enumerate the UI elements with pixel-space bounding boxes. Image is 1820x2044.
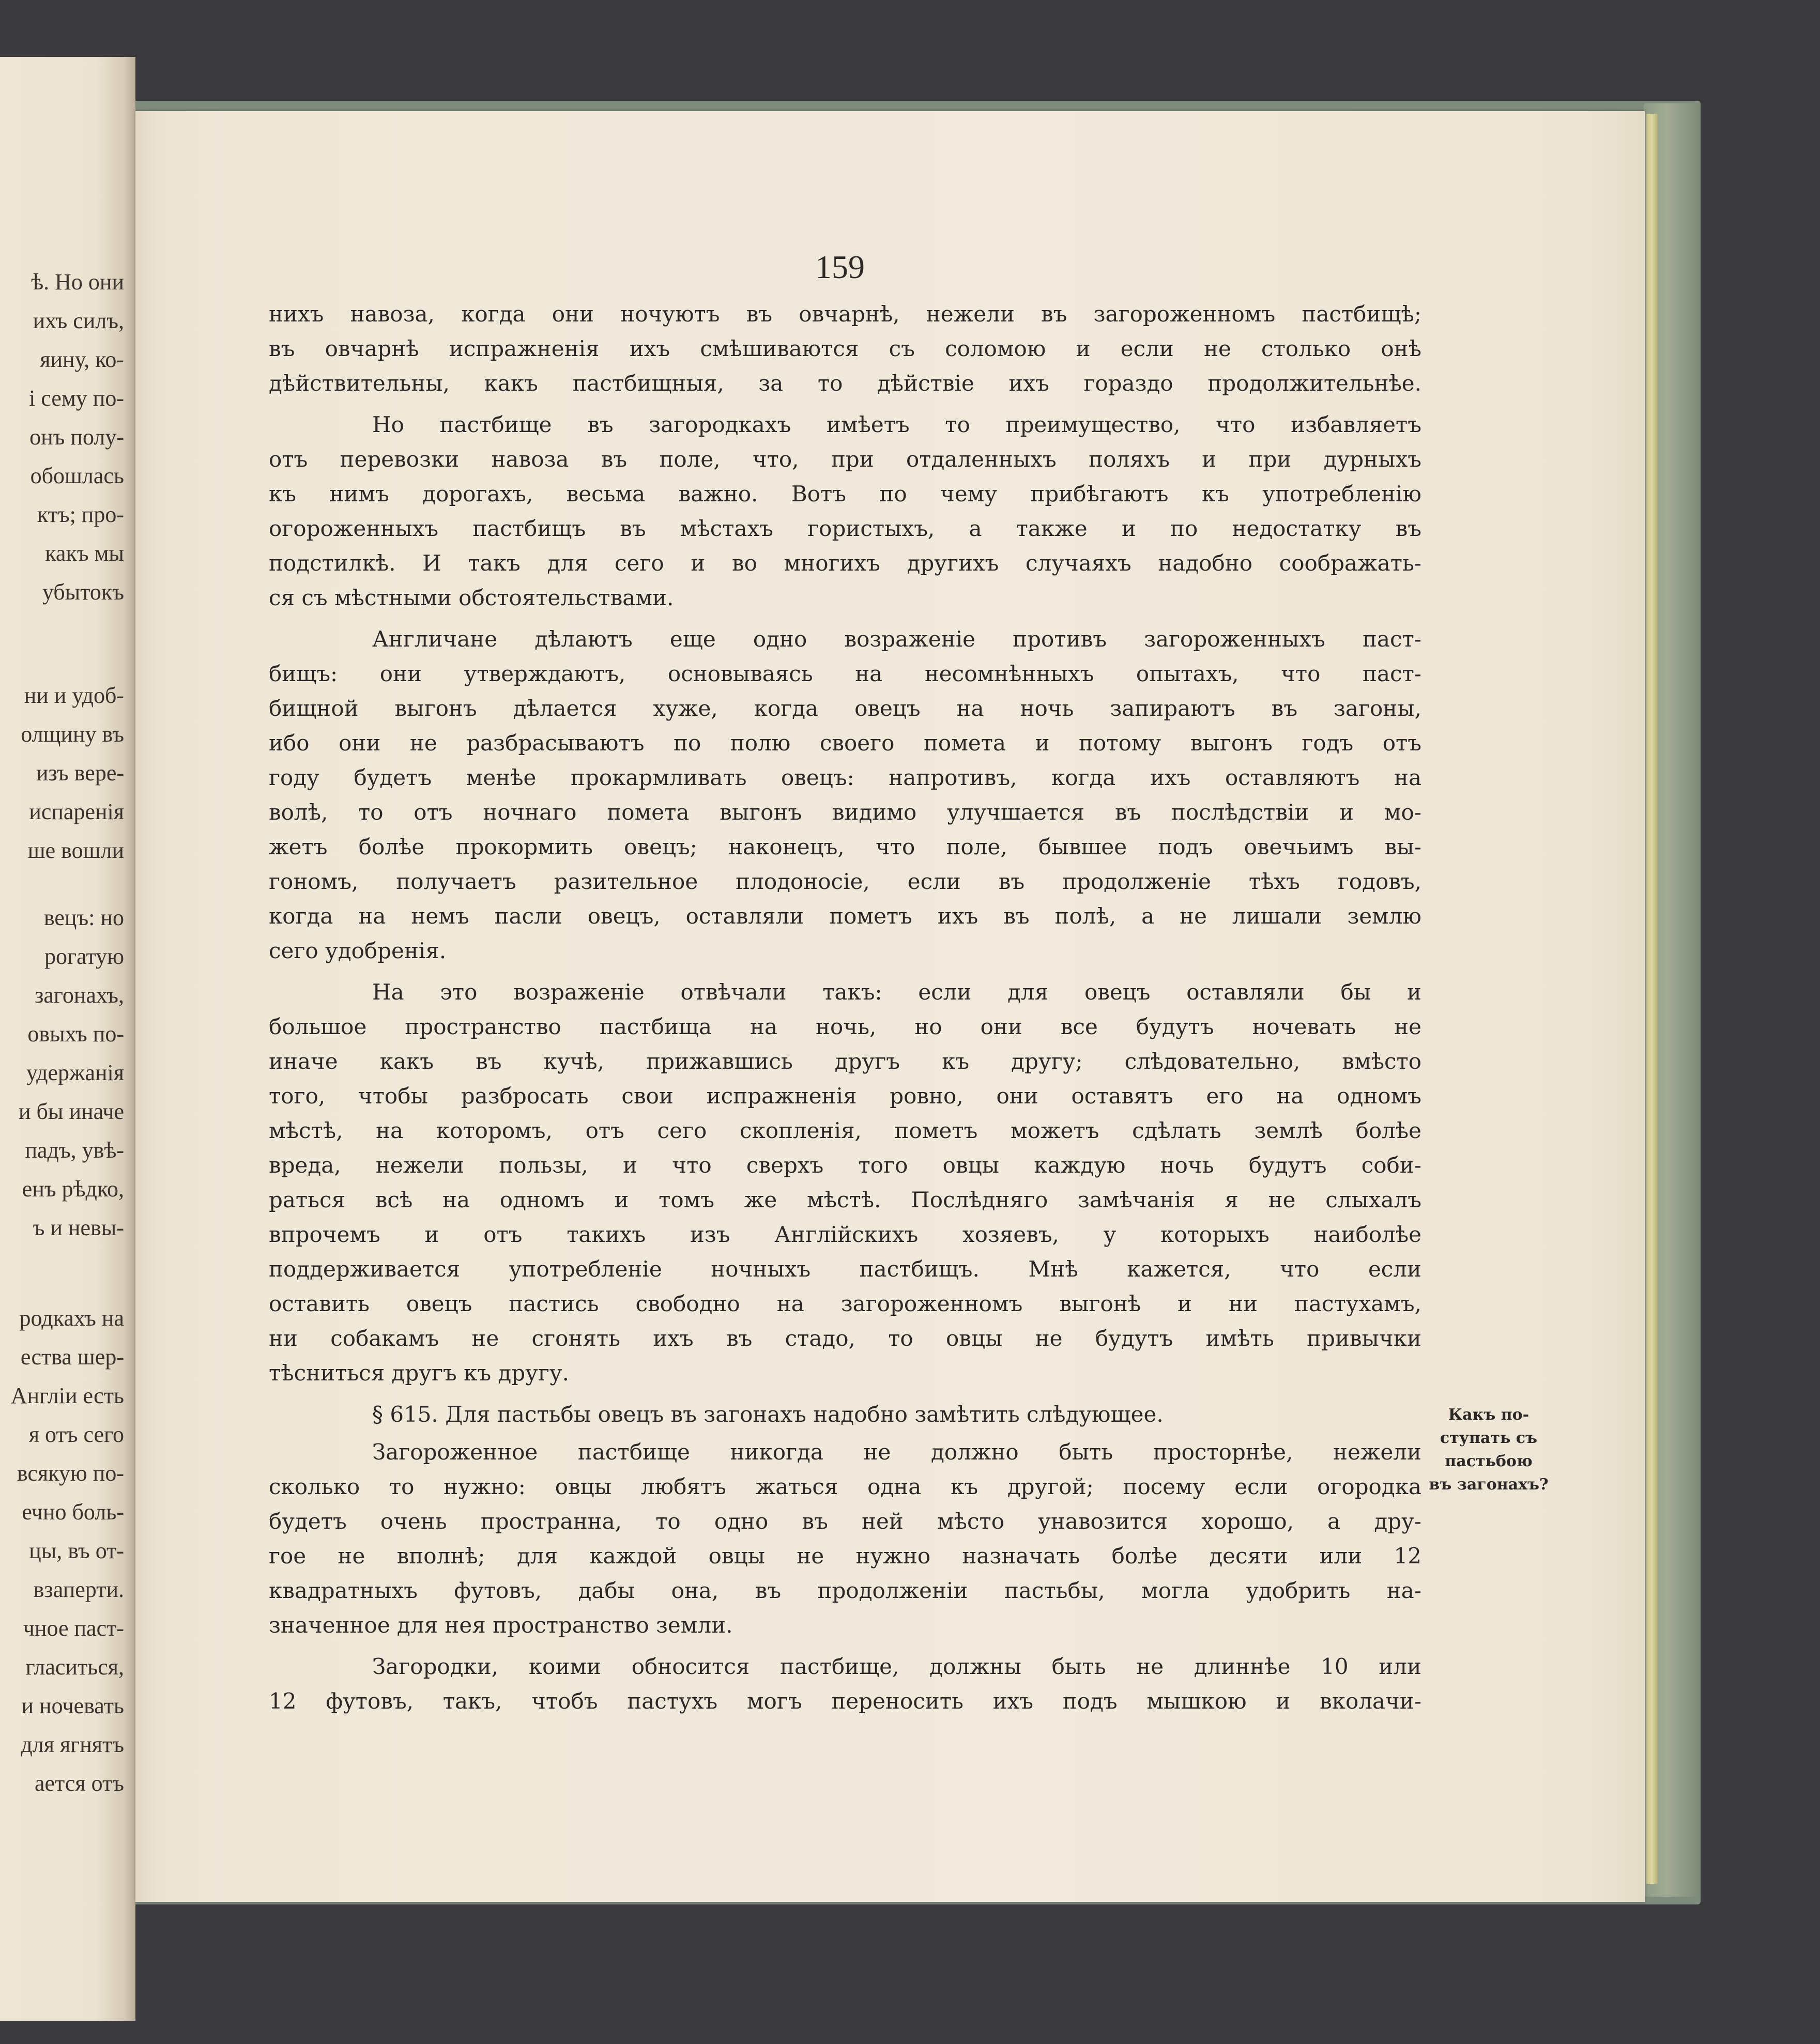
text-line: вреда, нежели пользы, и что сверхъ того овцы каждую ночь будутъ соби-: [269, 1152, 1421, 1178]
text-line: когда на немъ пасли овецъ, оставляли пометъ ихъ въ полѣ, а не лишали землю: [269, 903, 1421, 929]
left-page-line: ше вошли: [27, 838, 124, 863]
text-line: гономъ, получаетъ разительное плодоносіе, если въ продолженіе тѣхъ годовъ,: [269, 869, 1421, 894]
text-line: сколько то нужно: овцы любятъ жаться одна къ другой; посему если огородка: [269, 1474, 1421, 1499]
left-page-line: ктъ; про-: [37, 502, 124, 527]
text-line: поддерживается употребленіе ночныхъ пастбищъ. Мнѣ кажется, что если: [269, 1256, 1421, 1282]
left-page-line: ѣ. Но они: [31, 269, 124, 295]
text-line: бищъ: они утверждаютъ, основываясь на несомнѣнныхъ опытахъ, что паст-: [269, 661, 1421, 686]
left-page-line: и бы иначе: [18, 1099, 124, 1124]
text-line: волѣ, то отъ ночнаго помета выгонъ видимо улучшается въ послѣдствіи и мо-: [269, 800, 1421, 825]
left-page-line: ихъ силъ,: [33, 308, 124, 333]
left-page-line: обошлась: [30, 463, 124, 488]
left-page-line: родкахъ на: [19, 1305, 124, 1331]
text-line: раться всѣ на одномъ и томъ же мѣстѣ. Послѣдняго замѣчанія я не слыхалъ: [269, 1187, 1421, 1212]
text-line: году будетъ менѣе прокармливать овецъ: напротивъ, когда ихъ оставляютъ на: [269, 765, 1421, 790]
margin-note-line: пастьбою: [1445, 1452, 1533, 1470]
left-page-line: ни и удоб-: [24, 683, 124, 708]
section-heading: § 615. Для пастьбы овецъ въ загонахъ надобно замѣтить слѣдующее.: [372, 1402, 1164, 1427]
left-page-line: и ночевать: [21, 1693, 124, 1718]
left-page-line: испаренія: [29, 799, 124, 824]
left-page-line: взаперти.: [33, 1577, 124, 1602]
text-line: жетъ болѣе прокормить овецъ; наконецъ, что поле, бывшее подъ овечьимъ вы-: [269, 834, 1421, 859]
text-line: значенное для нея пространство земли.: [269, 1612, 733, 1638]
left-page-line: убытокъ: [42, 579, 124, 605]
text-line: ся съ мѣстными обстоятельствами.: [269, 585, 674, 610]
left-page-line: чное паст-: [23, 1616, 124, 1641]
left-page-line: вецъ: но: [43, 905, 124, 930]
text-line: Англичане дѣлаютъ еще одно возраженіе противъ загороженныхъ паст-: [372, 626, 1421, 652]
left-page-line: всякую по-: [17, 1461, 124, 1486]
text-line: въ овчарнѣ испражненія ихъ смѣшиваются съ соломою и если не столько онѣ: [269, 336, 1421, 361]
left-page-line: загонахъ,: [34, 982, 124, 1008]
text-line: Загороженное пастбище никогда не должно быть просторнѣе, нежели: [372, 1439, 1421, 1465]
left-page-line: удержанія: [26, 1060, 124, 1085]
left-page-line: олщину въ: [21, 721, 124, 747]
margin-note-line: ступать съ: [1440, 1429, 1538, 1447]
text-line: бищной выгонъ дѣлается хуже, когда овецъ на ночь запираютъ въ загоны,: [269, 696, 1421, 721]
left-page-line: і сему по-: [29, 386, 124, 411]
left-page-line: падъ, увѣ-: [25, 1138, 124, 1163]
text-line: дѣйствительны, какъ пастбищныя, за то дѣйствіе ихъ гораздо продолжительнѣе.: [269, 371, 1421, 396]
text-line: тѣсниться другъ къ другу.: [269, 1360, 569, 1386]
text-line: къ нимъ дорогахъ, весьма важно. Вотъ по чему прибѣгаютъ къ употребленію: [269, 481, 1421, 506]
text-line: гое не вполнѣ; для каждой овцы не нужно назначать болѣе десяти или 12: [269, 1543, 1421, 1569]
left-page-line: ества шер-: [20, 1344, 124, 1370]
left-page-line: какъ мы: [45, 541, 124, 566]
left-page-line: Англіи есть: [10, 1383, 124, 1408]
text-line: впрочемъ и отъ такихъ изъ Англійскихъ хозяевъ, у которыхъ наиболѣе: [269, 1222, 1421, 1247]
text-line: огороженныхъ пастбищъ въ мѣстахъ гористыхъ, а также и по недостатку въ: [269, 516, 1421, 541]
left-facing-page: [0, 57, 135, 2021]
text-line: нихъ навоза, когда они ночуютъ въ овчарнѣ, нежели въ загороженномъ пастбищѣ;: [269, 301, 1421, 327]
left-page-line: рогатую: [44, 944, 124, 969]
text-line: иначе какъ въ кучѣ, прижавшись другъ къ другу; слѣдовательно, вмѣсто: [269, 1049, 1421, 1074]
left-page-line: цы, въ от-: [29, 1538, 124, 1563]
text-line: Загородки, коими обносится пастбище, должны быть не длиннѣе 10 или: [372, 1654, 1421, 1679]
text-line: квадратныхъ футовъ, дабы она, въ продолженіи пастьбы, могла удобрить на-: [269, 1578, 1421, 1603]
text-line: оставить овецъ пастись свободно на загороженномъ выгонѣ и ни пастухамъ,: [269, 1291, 1421, 1316]
left-page-line: овыхъ по-: [27, 1021, 124, 1047]
text-line: Но пастбище въ загородкахъ имѣетъ то преимущество, что избавляетъ: [372, 412, 1421, 437]
left-page-line: ъ и невы-: [33, 1215, 124, 1240]
margin-note-line: въ загонахъ?: [1429, 1476, 1549, 1494]
left-page-line: яину, ко-: [40, 347, 124, 372]
left-page-line: гласиться,: [25, 1654, 124, 1680]
text-line: мѣстѣ, на которомъ, отъ сего скопленія, пометъ можетъ сдѣлать землѣ болѣе: [269, 1118, 1421, 1143]
text-line: того, чтобы разбросать свои испражненія ровно, они оставятъ его на одномъ: [269, 1083, 1421, 1109]
left-page-line: для ягнятъ: [21, 1732, 124, 1757]
page-number: 159: [815, 249, 865, 285]
text-line: 12 футовъ, такъ, чтобъ пастухъ могъ переносить ихъ подъ мышкою и вколачи-: [269, 1688, 1421, 1714]
text-line: ибо они не разбрасываютъ по полю своего помета и потому выгонъ годъ отъ: [269, 730, 1421, 756]
text-line: подстилкѣ. И такъ для сего и во многихъ другихъ случаяхъ надобно соображать-: [269, 550, 1421, 576]
text-line: большое пространство пастбища на ночь, но они все будутъ ночевать не: [269, 1014, 1421, 1039]
text-line: На это возраженіе отвѣчали такъ: если для овецъ оставляли бы и: [372, 979, 1421, 1005]
left-page-line: онъ полу-: [29, 424, 124, 450]
margin-note-line: Какъ по-: [1448, 1406, 1530, 1424]
text-line: будетъ очень пространна, то одно въ ней мѣсто унавозится хорошо, а дру-: [269, 1509, 1421, 1534]
left-page-line: я отъ сего: [28, 1422, 124, 1447]
left-page-line: ается отъ: [35, 1771, 124, 1796]
text-line: отъ перевозки навоза въ поле, что, при отдаленныхъ поляхъ и при дурныхъ: [269, 447, 1421, 472]
text-line: ни собакамъ не сгонять ихъ въ стадо, то овцы не будутъ имѣть привычки: [269, 1326, 1421, 1351]
page-block-edge: [1646, 114, 1658, 1884]
left-page-line: ечно боль-: [22, 1499, 124, 1525]
left-page-line: енъ рѣдко,: [22, 1176, 124, 1202]
text-line: сего удобренія.: [269, 938, 447, 963]
left-page-line: изъ вере-: [36, 760, 124, 786]
